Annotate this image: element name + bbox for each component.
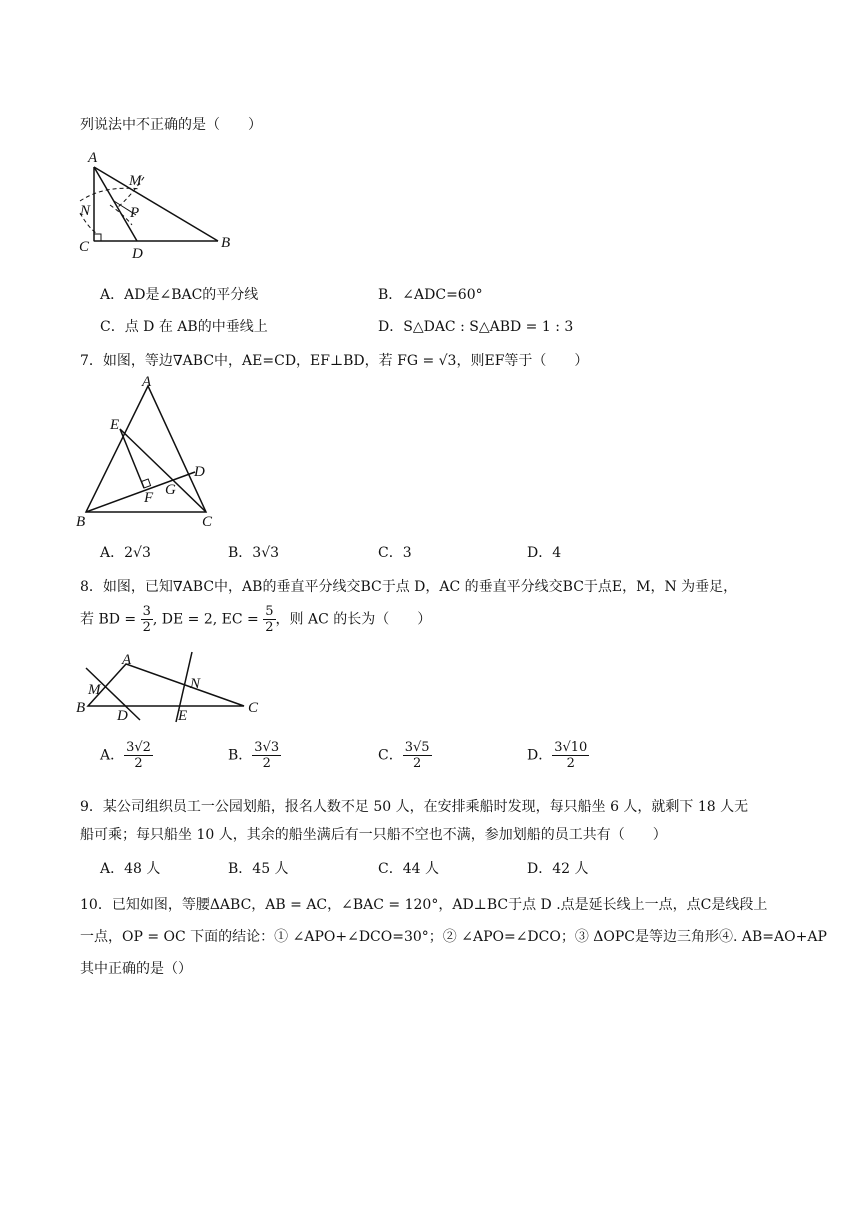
q7-option-a: A．2√3: [100, 545, 151, 561]
q8-label-M: M: [88, 682, 101, 698]
q9-option-b: B．45 人: [228, 861, 289, 877]
q6-label-M: M: [129, 173, 142, 189]
q8-stem-line2: 若 BD = $\frac{3}{2}$ , DE = 2, EC = $\frac{5}{2}$ ，则 AC 的长为（ ）: [80, 604, 432, 635]
q7-label-G: G: [165, 482, 176, 498]
q9-stem-line2: 船可乘；每只船坐 10 人，其余的船坐满后有一只船不空也不满，参加划船的员工共有（ ）: [80, 827, 667, 843]
q6-option-a: A．AD是∠BAC的平分线: [100, 287, 259, 303]
q7-figure: [72, 372, 232, 532]
q7-stem: 7．如图，等边∇ABC中，AE=CD，EF⊥BD，若 FG = √3，则EF等于（ ）: [80, 353, 589, 369]
q8-label-B: B: [76, 700, 86, 716]
q8-stem-line1: 8．如图，已知∇ABC中，AB的垂直平分线交BC于点 D，AC 的垂直平分线交BC于点E，M，N 为垂足，: [80, 579, 738, 595]
q8-label-D: D: [117, 708, 128, 724]
q6-figure: [74, 145, 244, 265]
q6-stem-tail: 列说法中不正确的是（ ）: [80, 117, 262, 133]
q6-label-N: N: [80, 203, 91, 219]
q6-option-b: B．∠ADC=60°: [378, 287, 483, 303]
q8-bd-fraction: $\frac{3}{2}$: [142, 604, 151, 635]
q8-option-c: C． $\frac{3√5}{2}$: [378, 740, 430, 771]
q7-label-A: A: [142, 374, 152, 390]
q6-label-D: D: [132, 246, 143, 262]
q8-label-E: E: [178, 708, 188, 724]
q8-label-N: N: [190, 676, 201, 692]
q8-option-a: A． $\frac{3√2}{2}$: [100, 740, 151, 771]
q7-label-F: F: [144, 490, 154, 506]
q9-stem-line1: 9．某公司组织员工一公园划船，报名人数不足 50 人，在安排乘船时发现，每只船坐 6 人，就剩下 18 人无: [80, 799, 749, 815]
q8-option-b: B． $\frac{3√3}{2}$: [228, 740, 280, 771]
q9-option-c: C．44 人: [378, 861, 439, 877]
q7-label-C: C: [202, 514, 213, 530]
q7-option-c: C．3: [378, 545, 412, 561]
q7-label-D: D: [194, 464, 205, 480]
q8-ec-fraction: $\frac{5}{2}$: [265, 604, 274, 635]
q6-label-P: P: [130, 205, 140, 221]
q7-label-B: B: [76, 514, 86, 530]
q10-stem-line2: 一点，OP = OC 下面的结论：① ∠APO+∠DCO=30°；② ∠APO=∠DCO；③ ΔOPC是等边三角形④. AB=AO+AP: [80, 929, 827, 945]
q6-option-d: D．S△DAC : S△ABD = 1 : 3: [378, 319, 574, 335]
q6-option-c: C．点 D 在 AB的中垂线上: [100, 319, 268, 335]
q7-label-E: E: [110, 417, 120, 433]
q9-option-a: A．48 人: [100, 861, 161, 877]
q6-label-A: A: [88, 150, 98, 166]
q6-label-B: B: [221, 235, 231, 251]
q8-option-d: D． $\frac{3√10}{2}$: [527, 740, 588, 771]
q7-option-b: B．3√3: [228, 545, 280, 561]
q7-option-d: D．4: [527, 545, 562, 561]
q8-label-A: A: [122, 652, 132, 668]
q8-figure: [72, 648, 272, 728]
q8-label-C: C: [248, 700, 259, 716]
q10-stem-line3: 其中正确的是（）: [80, 961, 192, 977]
q9-option-d: D．42 人: [527, 861, 589, 877]
q10-stem-line1: 10．已知如图，等腰ΔABC，AB = AC，∠BAC = 120°，AD⊥BC于点 D .点是延长线上一点，点C是线段上: [80, 897, 768, 913]
q6-label-C: C: [79, 239, 90, 255]
